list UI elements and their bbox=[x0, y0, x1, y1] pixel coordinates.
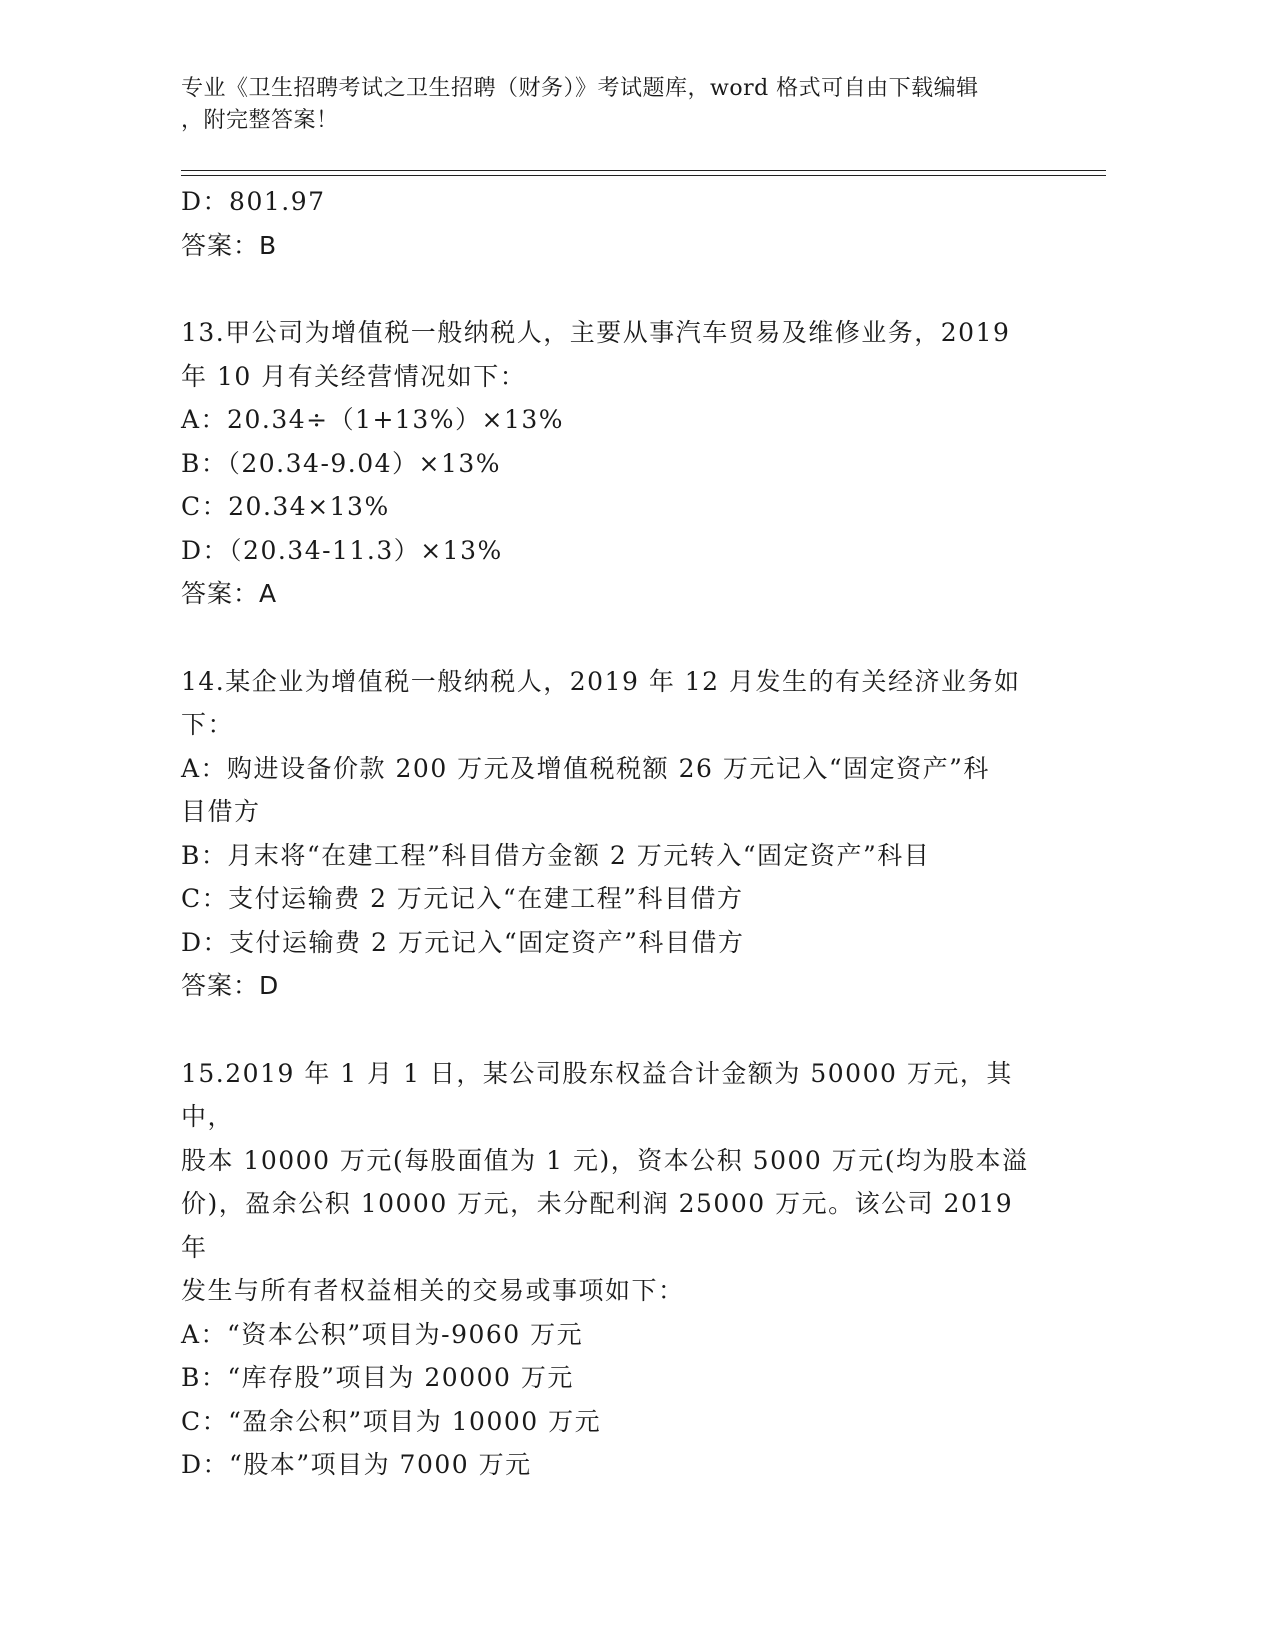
option-a: A：购进设备价款 200 万元及增值税税额 26 万元记入“固定资产”科 bbox=[181, 753, 990, 783]
question-14 bbox=[181, 660, 1041, 1008]
page-header: 专业《卫生招聘考试之卫生招聘（财务）》考试题库，word 格式可自由下载编辑 ，附完整答案！ bbox=[181, 76, 979, 133]
question-13 bbox=[181, 311, 1041, 616]
option-d: D：支付运输费 2 万元记入“固定资产”科目借方 bbox=[181, 927, 745, 957]
option-a: A：“资本公积”项目为-9060 万元 bbox=[181, 1319, 584, 1349]
header-divider-bottom bbox=[181, 175, 1106, 176]
question-stem: 年 10 月有关经营情况如下： bbox=[181, 361, 527, 391]
answer-line: 答案：B bbox=[181, 230, 278, 260]
option-d: D：（20.34-11.3）×13% bbox=[181, 535, 503, 565]
option-c: C：20.34×13% bbox=[181, 492, 390, 521]
question-stem: 15.2019 年 1 月 1 日，某公司股东权益合计金额为 50000 万元，其中， bbox=[181, 1058, 1013, 1131]
question-stem: 下： bbox=[181, 710, 235, 739]
question-stem: 发生与所有者权益相关的交易或事项如下： bbox=[181, 1276, 685, 1305]
spacer bbox=[181, 1008, 1041, 1052]
header-divider-top bbox=[181, 170, 1106, 171]
question-15 bbox=[181, 1052, 1041, 1487]
option-d: D：801.97 bbox=[181, 187, 326, 216]
question-stem: 股本 10000 万元(每股面值为 1 元)，资本公积 5000 万元(均为股本溢 bbox=[181, 1145, 1029, 1175]
question-content bbox=[181, 180, 1041, 1487]
spacer bbox=[181, 267, 1041, 311]
option-d: D：“股本”项目为 7000 万元 bbox=[181, 1450, 532, 1479]
answer-line: 答案：A bbox=[181, 579, 278, 608]
option-b: B：月末将“在建工程”科目借方金额 2 万元转入“固定资产”科目 bbox=[181, 840, 931, 870]
option-c: C：“盈余公积”项目为 10000 万元 bbox=[181, 1406, 602, 1436]
question-stem: 价)，盈余公积 10000 万元，未分配利润 25000 万元。该公司 2019 年 bbox=[181, 1189, 1023, 1262]
answer-line: 答案：D bbox=[181, 971, 280, 1000]
option-b: B：“库存股”项目为 20000 万元 bbox=[181, 1363, 574, 1392]
question-stem: 13.甲公司为增值税一般纳税人，主要从事汽车贸易及维修业务，2019 bbox=[181, 318, 1011, 347]
option-a-continued: 目借方 bbox=[181, 797, 261, 826]
spacer bbox=[181, 616, 1041, 660]
option-b: B：（20.34-9.04）×13% bbox=[181, 448, 502, 478]
option-a: A：20.34÷（1+13%）×13% bbox=[181, 405, 565, 434]
question-stem: 14.某企业为增值税一般纳税人，2019 年 12 月发生的有关经济业务如 bbox=[181, 666, 1021, 696]
option-c: C：支付运输费 2 万元记入“在建工程”科目借方 bbox=[181, 884, 744, 913]
